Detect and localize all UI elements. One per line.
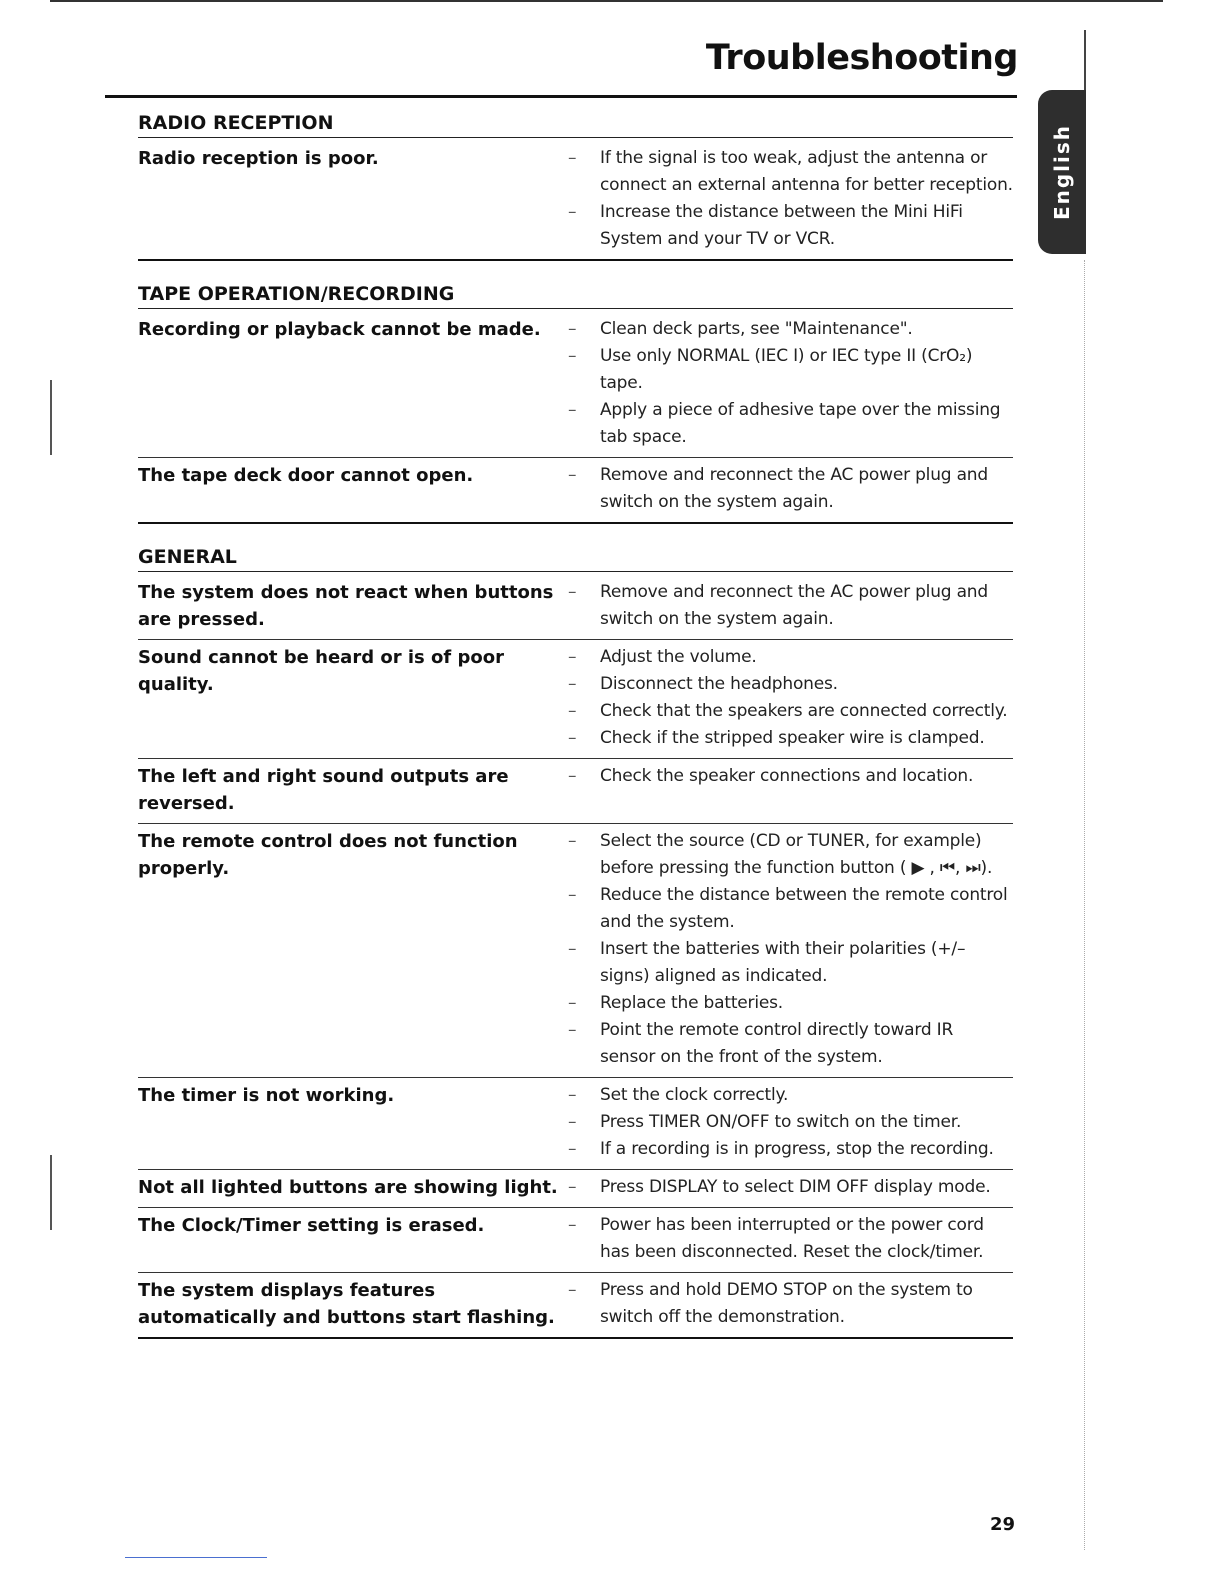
dash-bullet-icon: – [568, 1139, 577, 1159]
solution-text: Check if the stripped speaker wire is clamped. [600, 728, 985, 748]
problem-text: Radio reception is poor. [138, 148, 379, 169]
section-general [138, 546, 1013, 1339]
solution-text: Press DISPLAY to select DIM OFF display mode. [600, 1177, 991, 1197]
solution-text: Remove and reconnect the AC power plug and switch on the system again. [600, 465, 988, 512]
problem-text: The system displays features automatically and buttons start flashing. [138, 1280, 555, 1328]
table-row [138, 640, 1013, 759]
problem-text: Recording or playback cannot be made. [138, 319, 541, 340]
dash-bullet-icon: – [568, 148, 577, 168]
solution-item [568, 990, 1013, 1017]
solution-item [568, 1212, 1013, 1266]
solution-list [568, 763, 1013, 817]
solution-item [568, 936, 1013, 990]
solution-text: Increase the distance between the Mini HiFi System and your TV or VCR. [600, 202, 963, 249]
table-row [138, 824, 1013, 1078]
solution-text: Replace the batteries. [600, 993, 783, 1013]
solution-text: Apply a piece of adhesive tape over the missing tab space. [600, 400, 1001, 447]
solution-text: Disconnect the headphones. [600, 674, 838, 694]
right-margin-rule [1084, 30, 1086, 90]
solution-item [568, 579, 1013, 633]
dash-bullet-icon: – [568, 1085, 577, 1105]
solution-item [568, 698, 1013, 725]
dash-bullet-icon: – [568, 202, 577, 222]
dash-bullet-icon: – [568, 400, 577, 420]
bottom-link-underline [125, 1557, 267, 1558]
solution-item [568, 316, 1013, 343]
solution-list [568, 1082, 1013, 1163]
solution-list [568, 1212, 1013, 1266]
solution-item [568, 882, 1013, 936]
solution-item [568, 1174, 1013, 1201]
solution-list [568, 1277, 1013, 1331]
dash-bullet-icon: – [568, 346, 577, 366]
table-row [138, 458, 1013, 524]
dash-bullet-icon: – [568, 582, 577, 602]
dash-bullet-icon: – [568, 831, 577, 851]
solution-list [568, 316, 1013, 451]
dash-bullet-icon: – [568, 1215, 577, 1235]
solution-item [568, 1017, 1013, 1071]
table-row [138, 312, 1013, 458]
solution-item [568, 145, 1013, 199]
troubleshooting-table [138, 112, 1013, 1361]
table-row [138, 1208, 1013, 1273]
dash-bullet-icon: – [568, 766, 577, 786]
solution-item [568, 199, 1013, 253]
dash-bullet-icon: – [568, 647, 577, 667]
problem-text: The left and right sound outputs are reversed. [138, 766, 509, 814]
problem-text: Not all lighted buttons are showing light. [138, 1177, 558, 1198]
dash-bullet-icon: – [568, 885, 577, 905]
section-heading: RADIO RECEPTION [138, 112, 1013, 138]
solution-list [568, 145, 1013, 253]
dash-bullet-icon: – [568, 319, 577, 339]
page-title: Troubleshooting [705, 38, 1018, 78]
table-row [138, 1273, 1013, 1339]
problem-text: The Clock/Timer setting is erased. [138, 1215, 485, 1236]
solution-text: Check the speaker connections and location. [600, 766, 974, 786]
solution-item [568, 725, 1013, 752]
solution-item [568, 644, 1013, 671]
solution-item [568, 1277, 1013, 1331]
language-tab-label: English [1050, 123, 1074, 221]
dash-bullet-icon: – [568, 465, 577, 485]
table-row [138, 1078, 1013, 1170]
solution-text: Point the remote control directly toward IR sensor on the front of the system. [600, 1020, 954, 1067]
section-radio-reception [138, 112, 1013, 261]
solution-item [568, 1082, 1013, 1109]
solution-text: Clean deck parts, see "Maintenance". [600, 319, 913, 339]
solution-text: Use only NORMAL (IEC I) or IEC type II (CrO₂) tape. [600, 346, 973, 393]
solution-item [568, 1136, 1013, 1163]
solution-list [568, 828, 1013, 1071]
section-heading: TAPE OPERATION/RECORDING [138, 283, 1013, 309]
solution-list [568, 579, 1013, 633]
solution-text: Insert the batteries with their polarities (+/– signs) aligned as indicated. [600, 939, 966, 986]
dash-bullet-icon: – [568, 939, 577, 959]
solution-item [568, 397, 1013, 451]
top-page-rule [50, 0, 1163, 2]
problem-text: The remote control does not function properly. [138, 831, 518, 879]
table-row [138, 1170, 1013, 1208]
problem-text: The timer is not working. [138, 1085, 395, 1106]
page-number: 29 [990, 1514, 1016, 1535]
dash-bullet-icon: – [568, 1177, 577, 1197]
dash-bullet-icon: – [568, 674, 577, 694]
table-row [138, 575, 1013, 640]
solution-item [568, 763, 1013, 790]
left-margin-mark [50, 380, 52, 455]
language-tab [1038, 90, 1086, 254]
dash-bullet-icon: – [568, 728, 577, 748]
solution-text: Select the source (CD or TUNER, for example) before pressing the function button ( ▶ , ⏮, ⏭). [600, 831, 993, 878]
section-heading: GENERAL [138, 546, 1013, 572]
solution-text: Press and hold DEMO STOP on the system to switch off the demonstration. [600, 1280, 973, 1327]
solution-text: Remove and reconnect the AC power plug and switch on the system again. [600, 582, 988, 629]
dash-bullet-icon: – [568, 1112, 577, 1132]
problem-text: The tape deck door cannot open. [138, 465, 474, 486]
solution-text: If a recording is in progress, stop the recording. [600, 1139, 994, 1159]
solution-text: Press TIMER ON/OFF to switch on the timer. [600, 1112, 962, 1132]
solution-list [568, 462, 1013, 516]
dash-bullet-icon: – [568, 1280, 577, 1300]
problem-text: The system does not react when buttons are pressed. [138, 582, 554, 630]
solution-text: Power has been interrupted or the power cord has been disconnected. Reset the clock/timer. [600, 1215, 984, 1262]
solution-text: Adjust the volume. [600, 647, 757, 667]
left-margin-mark [50, 1155, 52, 1230]
dash-bullet-icon: – [568, 701, 577, 721]
right-margin-dotted-line [1084, 260, 1085, 1550]
dash-bullet-icon: – [568, 993, 577, 1013]
solution-item [568, 1109, 1013, 1136]
solution-text: Check that the speakers are connected correctly. [600, 701, 1008, 721]
table-row [138, 759, 1013, 824]
dash-bullet-icon: – [568, 1020, 577, 1040]
solution-item [568, 671, 1013, 698]
solution-text: Set the clock correctly. [600, 1085, 789, 1105]
problem-text: Sound cannot be heard or is of poor quality. [138, 647, 504, 695]
solution-text: Reduce the distance between the remote control and the system. [600, 885, 1008, 932]
solution-item [568, 462, 1013, 516]
section-tape-operation-recording [138, 283, 1013, 524]
solution-text: If the signal is too weak, adjust the antenna or connect an external antenna for better reception. [600, 148, 1013, 195]
solution-list [568, 1174, 1013, 1201]
title-rule [105, 95, 1017, 98]
table-row [138, 141, 1013, 261]
solution-item [568, 343, 1013, 397]
solution-item [568, 828, 1013, 882]
solution-list [568, 644, 1013, 752]
